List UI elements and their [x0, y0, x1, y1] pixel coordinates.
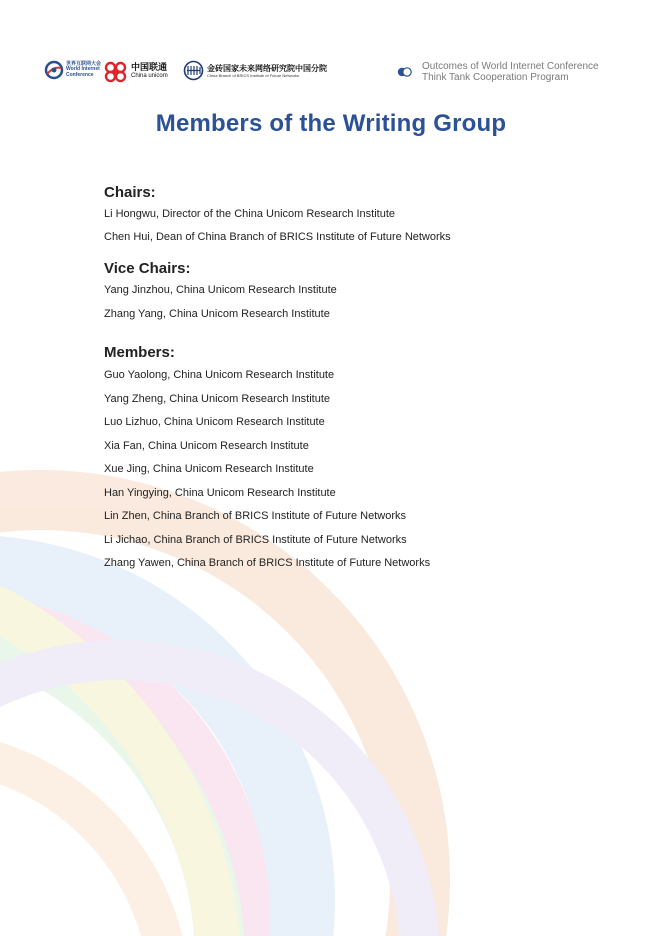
list-item: Li Jichao, China Branch of BRICS Institute of Future Networks: [104, 533, 407, 546]
wic-logo-line1: 世界互联网大会: [66, 60, 102, 67]
chairs-heading: Chairs:: [104, 184, 156, 201]
unicom-name-en: China unicom: [131, 73, 168, 79]
brics-logo: [183, 60, 327, 81]
china-unicom-logo: [103, 60, 168, 84]
brics-emblem-icon: [183, 60, 204, 81]
list-item: Li Hongwu, Director of the China Unicom Research Institute: [104, 208, 396, 220]
wic-logo-line3: Conference: [66, 71, 94, 78]
brics-name-cn: 金砖国家未来网络研究院中国分院: [207, 63, 327, 73]
unicom-name-cn: 中国联通: [131, 62, 168, 72]
page-header: [0, 0, 662, 100]
unicom-knot-icon: [103, 60, 128, 84]
toggle-circles-icon: [397, 67, 412, 77]
brics-name-en: China Branch of BRICS Institute of Future Networks: [207, 72, 300, 78]
writing-group-content: [104, 184, 624, 570]
list-item: Chen Hui, Dean of China Branch of BRICS Institute of Future Networks: [104, 231, 451, 243]
globe-icon: [44, 60, 64, 80]
list-item: Xia Fan, China Unicom Research Institute: [104, 439, 309, 452]
outcome-line2: Think Tank Cooperation Program: [422, 72, 569, 83]
list-item: Yang Jinzhou, China Unicom Research Institute: [104, 284, 337, 296]
list-item: Zhang Yawen, China Branch of BRICS Institute of Future Networks: [104, 557, 431, 569]
list-item: Xue Jing, China Unicom Research Institute: [104, 463, 314, 475]
list-item: Lin Zhen, China Branch of BRICS Institute of Future Networks: [104, 510, 407, 522]
outcome-line1: Outcomes of World Internet Conference: [422, 61, 599, 72]
members-heading: Members:: [104, 344, 175, 361]
list-item: Yang Zheng, China Unicom Research Institute: [104, 392, 331, 405]
wic-logo: [44, 60, 101, 80]
chairs-section: [104, 184, 624, 244]
outcomes-label: [397, 61, 599, 83]
wic-logo-line2: World Internet: [66, 66, 100, 73]
list-item: Han Yingying, China Unicom Research Institute: [104, 486, 336, 499]
page-title: Members of the Writing Group: [155, 110, 507, 137]
list-item: Zhang Yang, China Unicom Research Institute: [104, 308, 330, 320]
vice-chairs-section: [104, 260, 624, 321]
vice-chairs-heading: Vice Chairs:: [104, 260, 191, 277]
members-section: [104, 344, 624, 570]
list-item: Guo Yaolong, China Unicom Research Institute: [104, 369, 335, 381]
list-item: Luo Lizhuo, China Unicom Research Institute: [104, 416, 325, 428]
